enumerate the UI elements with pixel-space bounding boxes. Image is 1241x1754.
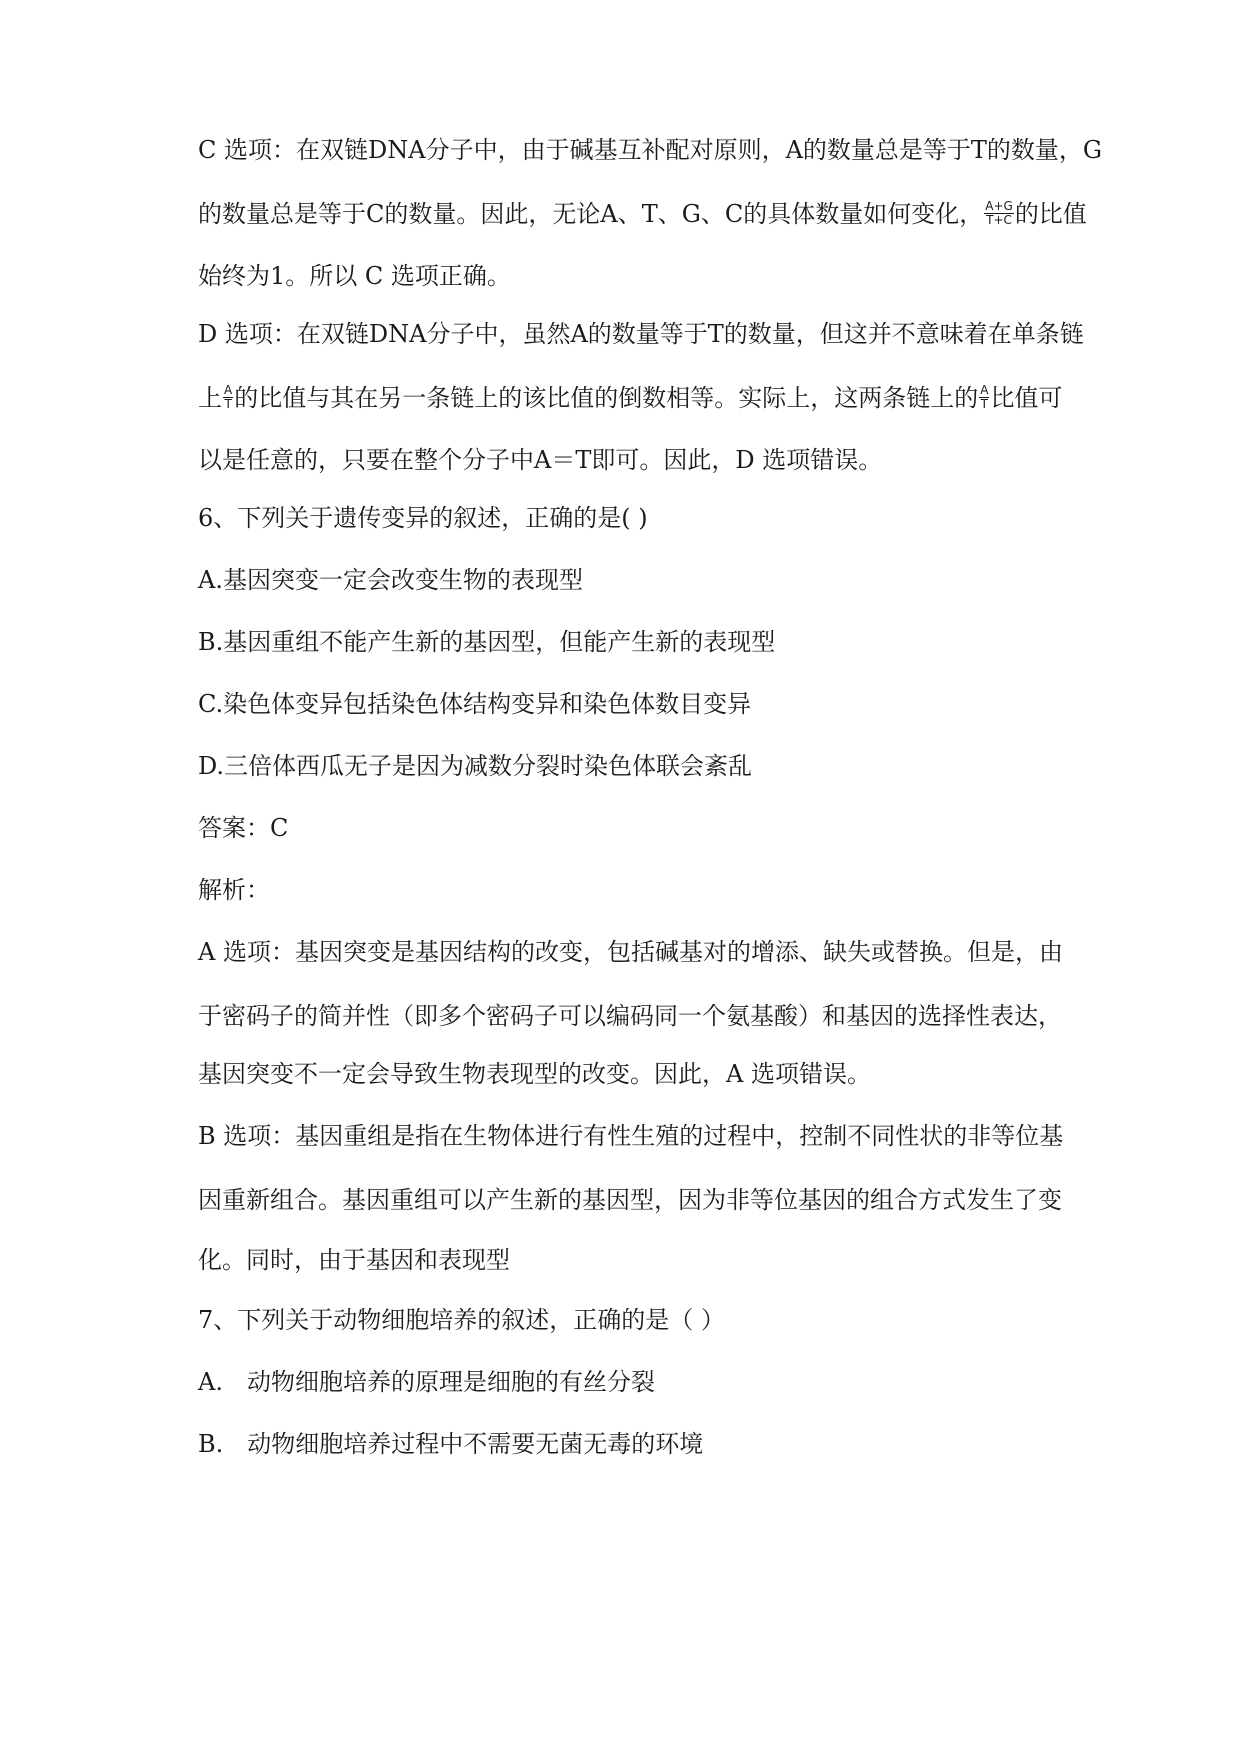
q7-option-b: B. 动物细胞培养过程中不需要无菌无毒的环境 — [198, 1430, 704, 1458]
text-span: 的比值与其在另一条链上的该比值的倒数相等。实际上，这两条链上的 — [234, 384, 979, 412]
q7-question: 7、下列关于动物细胞培养的叙述，正确的是（ ） — [198, 1306, 725, 1334]
q6-option-a: A.基因突变一定会改变生物的表现型 — [198, 566, 583, 594]
q6-b-analysis-line1: B 选项：基因重组是指在生物体进行有性生殖的过程中，控制不同性状的非等位基 — [198, 1122, 1064, 1150]
q5-d-analysis-line3: 以是任意的，只要在整个分子中A＝T即可。因此，D 选项错误。 — [198, 446, 883, 474]
q7-option-a: A. 动物细胞培养的原理是细胞的有丝分裂 — [198, 1368, 655, 1396]
q6-a-analysis-line1: A 选项：基因突变是基因结构的改变，包括碱基对的增添、缺失或替换。但是，由 — [198, 938, 1063, 966]
q5-c-analysis-line2 — [198, 198, 1087, 230]
fraction-numerator: A — [980, 383, 989, 397]
q5-d-analysis-line2 — [198, 382, 1062, 414]
text-span: 的数量总是等于C的数量。因此，无论A、T、G、C的具体数量如何变化， — [198, 200, 984, 228]
q5-c-analysis-line3: 始终为1。所以 C 选项正确。 — [198, 262, 511, 290]
q6-option-c: C.染色体变异包括染色体结构变异和染色体数目变异 — [198, 690, 752, 718]
q6-b-analysis-line3: 化。同时，由于基因和表现型 — [198, 1246, 510, 1274]
q6-question: 6、下列关于遗传变异的叙述，正确的是( ) — [198, 504, 648, 532]
q6-a-analysis-line2: 于密码子的简并性（即多个密码子可以编码同一个氨基酸）和基因的选择性表达， — [198, 1002, 1062, 1030]
fraction-numerator: A — [224, 383, 233, 397]
fraction-a-t — [223, 384, 233, 411]
fraction-numerator: A+G — [985, 199, 1013, 213]
fraction-ag-tc — [984, 200, 1014, 227]
q6-a-analysis-line3: 基因突变不一定会导致生物表现型的改变。因此，A 选项错误。 — [198, 1060, 871, 1088]
fraction-a-t — [979, 384, 989, 411]
text-span: 上 — [198, 384, 222, 412]
fraction-denominator: T — [980, 397, 988, 411]
q6-b-analysis-line2: 因重新组合。基因重组可以产生新的基因型，因为非等位基因的组合方式发生了变 — [198, 1186, 1062, 1214]
q6-analysis-label: 解析： — [198, 876, 270, 904]
q6-option-b: B.基因重组不能产生新的基因型，但能产生新的表现型 — [198, 628, 776, 656]
q6-option-d: D.三倍体西瓜无子是因为减数分裂时染色体联会紊乱 — [198, 752, 753, 780]
text-span: 比值可 — [990, 384, 1063, 412]
q5-d-analysis-line1: D 选项：在双链DNA分子中，虽然A的数量等于T的数量，但这并不意味着在单条链 — [198, 320, 1084, 348]
q6-answer: 答案：C — [198, 814, 289, 842]
fraction-denominator: T — [224, 397, 232, 411]
fraction-denominator: T+C — [986, 213, 1012, 227]
text-span: 的比值 — [1014, 200, 1087, 228]
q5-c-analysis-line1: C 选项：在双链DNA分子中，由于碱基互补配对原则，A的数量总是等于T的数量，G — [198, 136, 1103, 164]
